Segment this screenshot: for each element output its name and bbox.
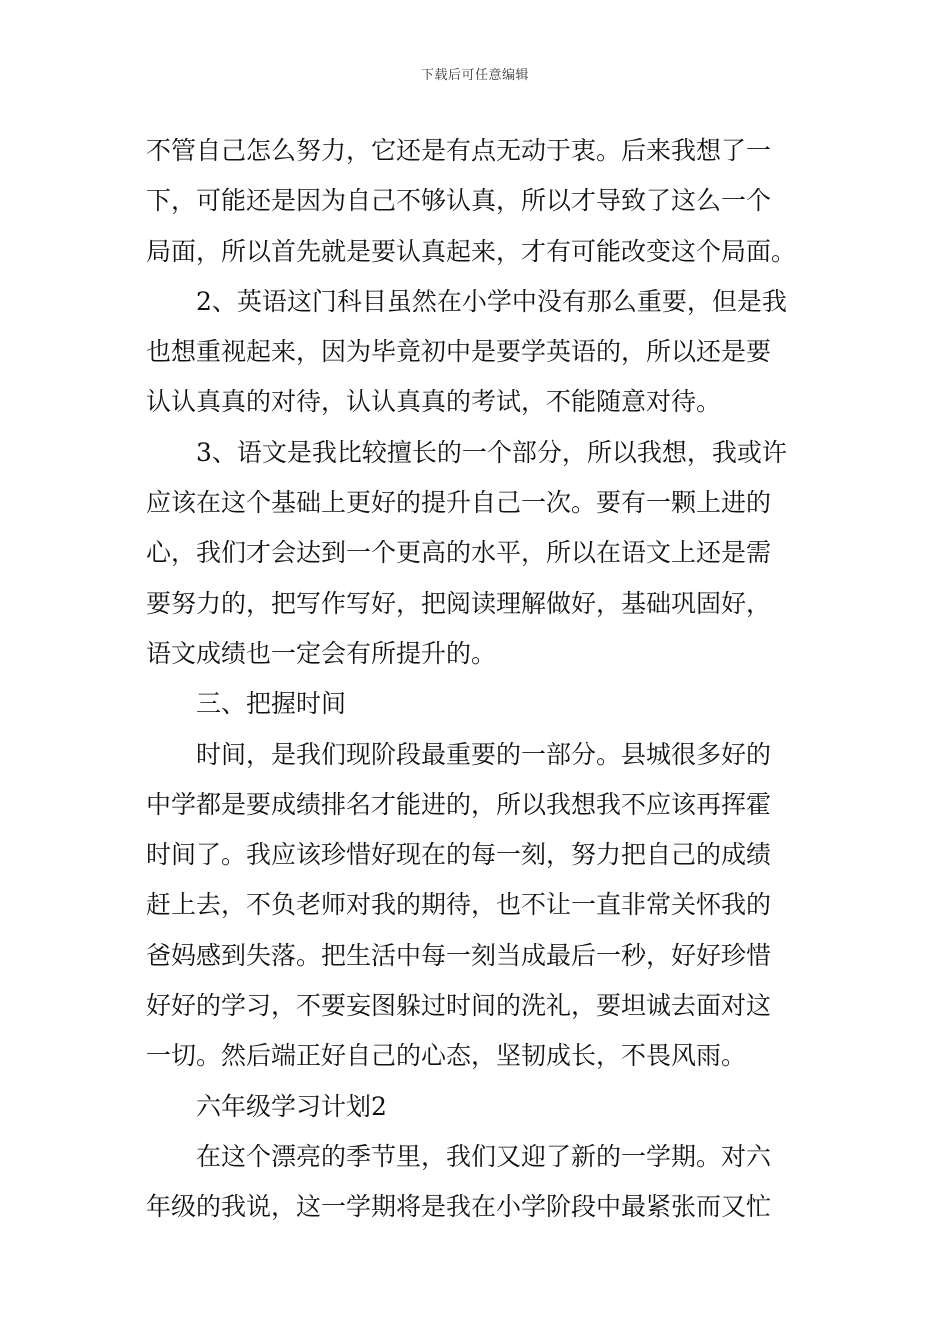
document-body bbox=[146, 126, 808, 1233]
text-line: 要努力的，把写作写好，把阅读理解做好，基础巩固好， bbox=[146, 588, 772, 618]
text-line: 三、把握时间 bbox=[196, 689, 347, 719]
text-line: 局面，所以首先就是要认真起来，才有可能改变这个局面。 bbox=[146, 236, 797, 266]
text-line: 认认真真的对待，认认真真的考试，不能随意对待。 bbox=[146, 387, 722, 417]
text-line: 好好的学习，不要妄图躲过时间的洗礼，要坦诚去面对这 bbox=[146, 991, 772, 1021]
text-line: 也想重视起来，因为毕竟初中是要学英语的，所以还是要 bbox=[146, 337, 772, 367]
text-line: 时间了。我应该珍惜好现在的每一刻，努力把自己的成绩 bbox=[146, 840, 772, 870]
text-line: 时间，是我们现阶段最重要的一部分。县城很多好的 bbox=[196, 739, 772, 769]
text-line: 心，我们才会达到一个更高的水平，所以在语文上还是需 bbox=[146, 538, 772, 568]
text-line: 爸妈感到失落。把生活中每一刻当成最后一秒，好好珍惜 bbox=[146, 940, 772, 970]
text-line: 应该在这个基础上更好的提升自己一次。要有一颗上进的 bbox=[146, 488, 772, 518]
text-line: 一切。然后端正好自己的心态，坚韧成长，不畏风雨。 bbox=[146, 1041, 747, 1071]
text-line: 在这个漂亮的季节里，我们又迎了新的一学期。对六 bbox=[196, 1141, 772, 1171]
text-line: 不管自己怎么努力，它还是有点无动于衷。后来我想了一 bbox=[146, 136, 772, 165]
text-line: 2、英语这门科目虽然在小学中没有那么重要，但是我 bbox=[196, 286, 787, 316]
text-line: 赶上去，不负老师对我的期待，也不让一直非常关怀我的 bbox=[146, 890, 772, 920]
text-line: 语文成绩也一定会有所提升的。 bbox=[146, 638, 497, 668]
text-line: 3、语文是我比较擅长的一个部分，所以我想，我或许 bbox=[196, 437, 787, 467]
text-line: 中学都是要成绩排名才能进的，所以我想我不应该再挥霍 bbox=[146, 789, 772, 819]
text-line: 六年级学习计划2 bbox=[196, 1091, 387, 1121]
page-header: 下载后可任意编辑 bbox=[420, 68, 529, 83]
text-line: 下，可能还是因为自己不够认真，所以才导致了这么一个 bbox=[146, 186, 772, 216]
text-line: 年级的我说，这一学期将是我在小学阶段中最紧张而又忙 bbox=[146, 1192, 772, 1222]
